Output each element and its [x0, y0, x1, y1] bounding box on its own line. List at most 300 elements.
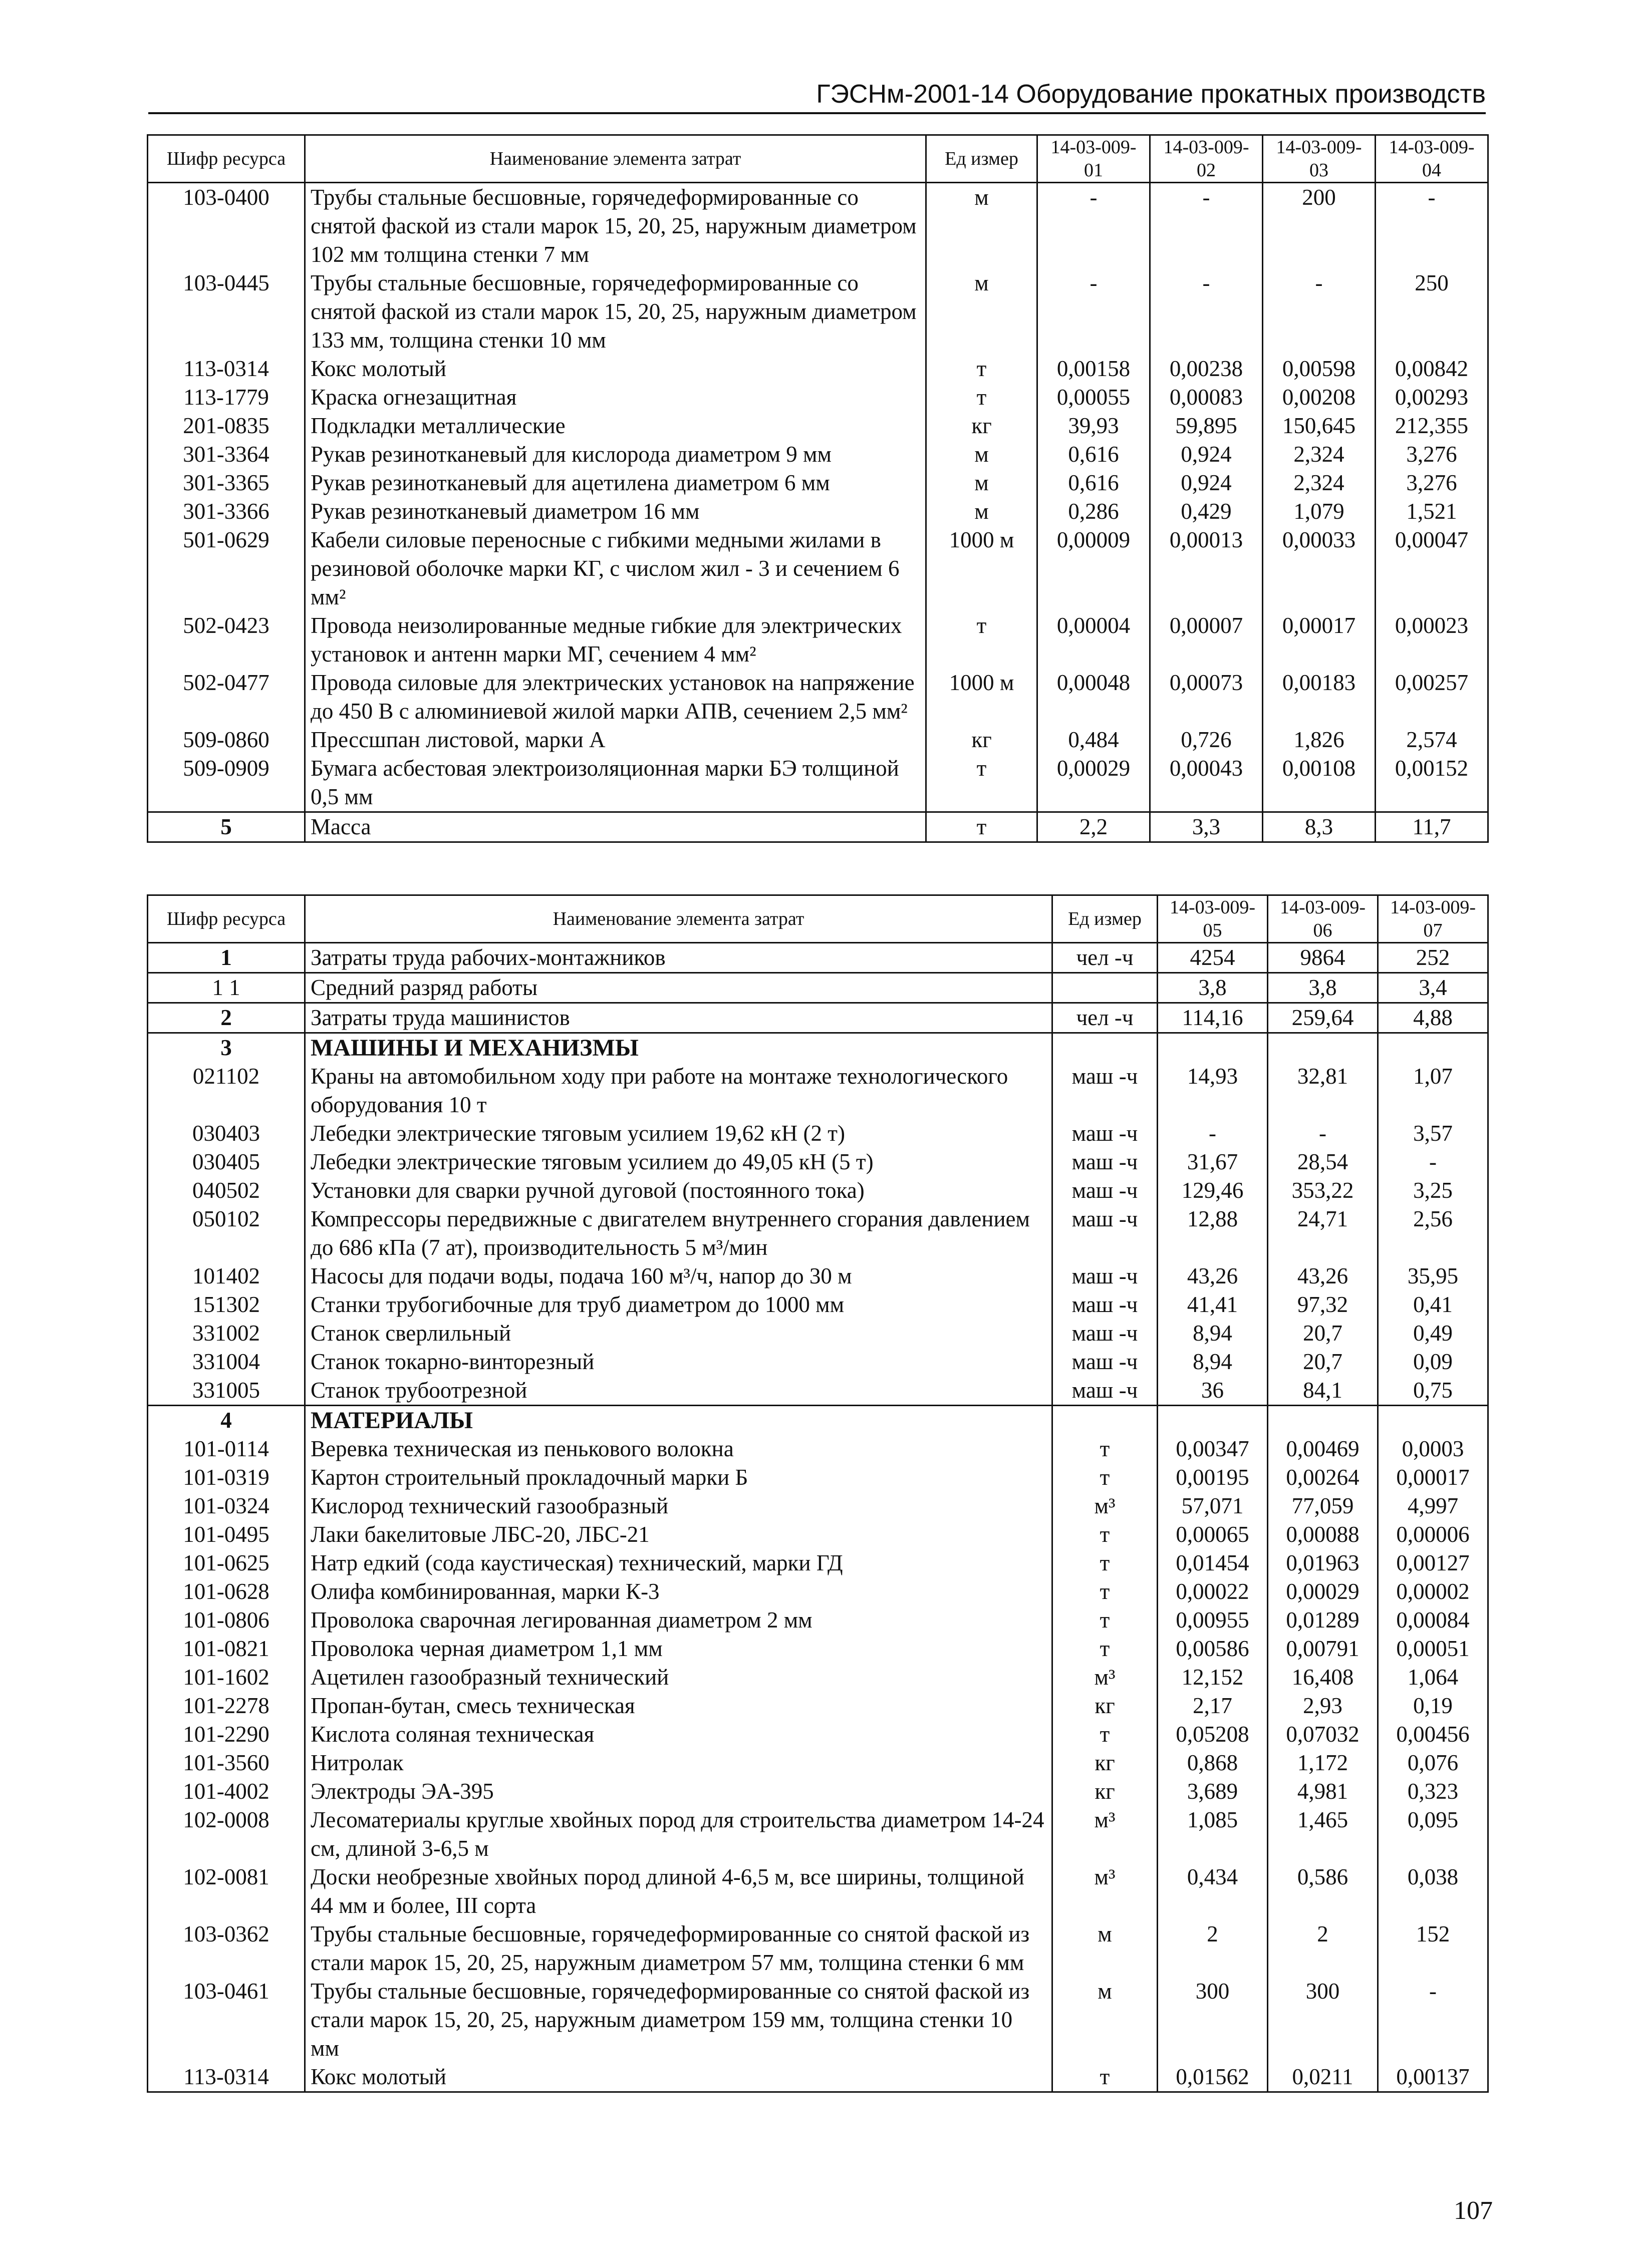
col-header: 14-03-009-02 [1150, 135, 1263, 183]
table-row [148, 1205, 1488, 1262]
resource-name-cell: Проволока черная диаметром 1,1 мм [305, 1635, 1052, 1663]
unit-cell: т [1052, 1635, 1158, 1663]
table-row [148, 1663, 1488, 1692]
value-cell: 0,00238 [1150, 355, 1263, 383]
value-cell: 0,00048 [1037, 669, 1150, 726]
unit-cell: кг [926, 412, 1037, 440]
unit-cell: кг [1052, 1692, 1158, 1720]
value-cell: 353,22 [1268, 1176, 1378, 1205]
resource-code-cell: 030403 [148, 1119, 305, 1148]
col-header: 14-03-009-01 [1037, 135, 1150, 183]
unit-cell: м [926, 497, 1037, 526]
resource-code-cell: 331004 [148, 1348, 305, 1376]
table-body [148, 943, 1488, 2092]
value-cell: 0,00158 [1037, 355, 1150, 383]
value-cell: 0,00043 [1150, 754, 1263, 812]
unit-cell: т [1052, 1720, 1158, 1749]
resource-code-cell: 2 [148, 1003, 305, 1033]
unit-cell: м³ [1052, 1492, 1158, 1520]
resource-code-cell: 502-0423 [148, 611, 305, 669]
value-cell: 152 [1378, 1920, 1488, 1977]
value-cell: 300 [1158, 1977, 1268, 2063]
table-row [148, 1520, 1488, 1549]
resource-code-cell: 101-3560 [148, 1749, 305, 1777]
value-cell: 129,46 [1158, 1176, 1268, 1205]
resource-table-1 [147, 134, 1489, 843]
value-cell: 2,17 [1158, 1692, 1268, 1720]
value-cell: 0,586 [1268, 1863, 1378, 1920]
resource-name-cell: Картон строительный прокладочный марки Б [305, 1463, 1052, 1492]
value-cell: 57,071 [1158, 1492, 1268, 1520]
value-cell: 2,93 [1268, 1692, 1378, 1720]
resource-name-cell: Трубы стальные бесшовные, горячедеформированные со снятой фаской из стали марок 15, 20, 25, наружным диаметром 133 мм, толщина стенки 10 мм [305, 269, 926, 355]
unit-cell: маш -ч [1052, 1119, 1158, 1148]
value-cell: 0,00586 [1158, 1635, 1268, 1663]
resource-name-cell: Олифа комбинированная, марки К-3 [305, 1577, 1052, 1606]
resource-name-cell: Насосы для подачи воды, подача 160 м³/ч, напор до 30 м [305, 1262, 1052, 1290]
unit-cell: м [1052, 1920, 1158, 1977]
unit-cell: т [1052, 1606, 1158, 1635]
value-cell: 0,00023 [1376, 611, 1488, 669]
unit-cell: 1000 м [926, 526, 1037, 611]
value-cell: 12,88 [1158, 1205, 1268, 1262]
resource-code-cell: 509-0909 [148, 754, 305, 812]
resource-code-cell: 201-0835 [148, 412, 305, 440]
value-cell: 0,00195 [1158, 1463, 1268, 1492]
value-cell: 0,00055 [1037, 383, 1150, 412]
value-cell: 0,09 [1378, 1348, 1488, 1376]
table-row [148, 1463, 1488, 1492]
value-cell: - [1376, 183, 1488, 269]
value-cell: 14,93 [1158, 1062, 1268, 1119]
table-row [148, 1863, 1488, 1920]
table-row [148, 440, 1488, 469]
table-row [148, 726, 1488, 754]
unit-cell: м³ [1052, 1806, 1158, 1863]
value-cell: 0,00955 [1158, 1606, 1268, 1635]
value-cell: 0,00017 [1263, 611, 1376, 669]
table-row [148, 355, 1488, 383]
value-cell: 0,00022 [1158, 1577, 1268, 1606]
value-cell: 3,689 [1158, 1777, 1268, 1806]
value-cell: 1,085 [1158, 1806, 1268, 1863]
value-cell: 250 [1376, 269, 1488, 355]
value-cell: 0,01289 [1268, 1606, 1378, 1635]
table-row [148, 1290, 1488, 1319]
table-row [148, 1003, 1488, 1033]
col-header: Шифр ресурса [148, 135, 305, 183]
unit-cell: м [1052, 1977, 1158, 2063]
unit-cell: т [926, 754, 1037, 812]
value-cell: 8,94 [1158, 1319, 1268, 1348]
value-cell: 0,0003 [1378, 1435, 1488, 1463]
value-cell: 1,826 [1263, 726, 1376, 754]
col-header: 14-03-009-03 [1263, 135, 1376, 183]
value-cell: 2,2 [1037, 812, 1150, 842]
value-cell [1158, 1033, 1268, 1063]
value-cell: 36 [1158, 1376, 1268, 1406]
value-cell: 0,095 [1378, 1806, 1488, 1863]
resource-name-cell: Лебедки электрические тяговым усилием до 49,05 кН (5 т) [305, 1148, 1052, 1176]
table-row [148, 526, 1488, 611]
value-cell: 59,895 [1150, 412, 1263, 440]
resource-code-cell: 4 [148, 1406, 305, 1435]
resource-name-cell: Рукав резинотканевый для ацетилена диаметром 6 мм [305, 469, 926, 497]
value-cell: 0,19 [1378, 1692, 1488, 1720]
value-cell: 0,75 [1378, 1376, 1488, 1406]
value-cell: 0,01963 [1268, 1549, 1378, 1577]
resource-name-cell: Рукав резинотканевый для кислорода диаметром 9 мм [305, 440, 926, 469]
table-row [148, 669, 1488, 726]
value-cell: 0,924 [1150, 469, 1263, 497]
resource-name-cell: Кокс молотый [305, 2063, 1052, 2092]
value-cell: 0,41 [1378, 1290, 1488, 1319]
resource-name-cell: Масса [305, 812, 926, 842]
resource-code-cell: 101-0319 [148, 1463, 305, 1492]
unit-cell: м³ [1052, 1863, 1158, 1920]
resource-name-cell: Краны на автомобильном ходу при работе на монтаже технологического оборудования 10 т [305, 1062, 1052, 1119]
resource-name-cell: Проволока сварочная легированная диаметром 2 мм [305, 1606, 1052, 1635]
value-cell: 0,00051 [1378, 1635, 1488, 1663]
value-cell: 0,00065 [1158, 1520, 1268, 1549]
table-row [148, 754, 1488, 812]
table-row [148, 1720, 1488, 1749]
unit-cell: м³ [1052, 1663, 1158, 1692]
value-cell: 0,00007 [1150, 611, 1263, 669]
table-row [148, 412, 1488, 440]
table-row [148, 1148, 1488, 1176]
value-cell: 0,00013 [1150, 526, 1263, 611]
value-cell: 0,868 [1158, 1749, 1268, 1777]
resource-name-cell: МАТЕРИАЛЫ [305, 1406, 1052, 1435]
running-header: ГЭСНм-2001-14 Оборудование прокатных производств [148, 76, 1486, 114]
value-cell: 2,574 [1376, 726, 1488, 754]
resource-name-cell: Бумага асбестовая электроизоляционная марки БЭ толщиной 0,5 мм [305, 754, 926, 812]
value-cell: 1,064 [1378, 1663, 1488, 1692]
resource-name-cell: Средний разряд работы [305, 973, 1052, 1003]
resource-code-cell: 102-0008 [148, 1806, 305, 1863]
resource-code-cell: 101-2290 [148, 1720, 305, 1749]
value-cell: 0,07032 [1268, 1720, 1378, 1749]
value-cell: 41,41 [1158, 1290, 1268, 1319]
table-row [148, 1749, 1488, 1777]
unit-cell: маш -ч [1052, 1062, 1158, 1119]
resource-name-cell: Лаки бакелитовые ЛБС-20, ЛБС-21 [305, 1520, 1052, 1549]
unit-cell: маш -ч [1052, 1148, 1158, 1176]
value-cell: - [1378, 1148, 1488, 1176]
value-cell: 0,00293 [1376, 383, 1488, 412]
value-cell: 3,57 [1378, 1119, 1488, 1148]
value-cell: 31,67 [1158, 1148, 1268, 1176]
value-cell: 0,00456 [1378, 1720, 1488, 1749]
value-cell: 97,32 [1268, 1290, 1378, 1319]
resource-code-cell: 030405 [148, 1148, 305, 1176]
value-cell: 1,079 [1263, 497, 1376, 526]
table-row [148, 1348, 1488, 1376]
table-row [148, 383, 1488, 412]
table-row [148, 1635, 1488, 1663]
resource-code-cell: 331005 [148, 1376, 305, 1406]
value-cell [1268, 1406, 1378, 1435]
resource-code-cell: 301-3365 [148, 469, 305, 497]
value-cell: 0,00084 [1378, 1606, 1488, 1635]
value-cell: 0,00257 [1376, 669, 1488, 726]
unit-cell: маш -ч [1052, 1319, 1158, 1348]
resource-code-cell: 101-0324 [148, 1492, 305, 1520]
resource-name-cell: Лесоматериалы круглые хвойных пород для строительства диаметром 14-24 см, длиной 3-6,5 м [305, 1806, 1052, 1863]
table-row [148, 1692, 1488, 1720]
value-cell: 3,4 [1378, 973, 1488, 1003]
value-cell: 4254 [1158, 943, 1268, 973]
value-cell: 3,3 [1150, 812, 1263, 842]
value-cell: - [1150, 183, 1263, 269]
value-cell: 28,54 [1268, 1148, 1378, 1176]
table-row [148, 1577, 1488, 1606]
unit-cell: м [926, 269, 1037, 355]
table-row [148, 183, 1488, 269]
resource-code-cell: 113-0314 [148, 2063, 305, 2092]
unit-cell: маш -ч [1052, 1176, 1158, 1205]
resource-name-cell: Станок трубоотрезной [305, 1376, 1052, 1406]
table-row [148, 973, 1488, 1003]
col-header: Ед измер [1052, 895, 1158, 943]
resource-name-cell: Кабели силовые переносные с гибкими медными жилами в резиновой оболочке марки КГ, с числом жил - 3 и сечением 6 мм² [305, 526, 926, 611]
value-cell: 8,94 [1158, 1348, 1268, 1376]
unit-cell: маш -ч [1052, 1348, 1158, 1376]
resource-code-cell: 101-0495 [148, 1520, 305, 1549]
unit-cell [1052, 973, 1158, 1003]
resource-code-cell: 151302 [148, 1290, 305, 1319]
resource-name-cell: Кислород технический газообразный [305, 1492, 1052, 1520]
value-cell: 84,1 [1268, 1376, 1378, 1406]
value-cell: 0,00029 [1037, 754, 1150, 812]
value-cell: 300 [1268, 1977, 1378, 2063]
unit-cell: кг [926, 726, 1037, 754]
value-cell: 3,8 [1268, 973, 1378, 1003]
resource-name-cell: Подкладки металлические [305, 412, 926, 440]
unit-cell: т [1052, 1577, 1158, 1606]
resource-name-cell: Прессшпан листовой, марки А [305, 726, 926, 754]
value-cell: 2,324 [1263, 469, 1376, 497]
value-cell: 0,076 [1378, 1749, 1488, 1777]
resource-name-cell: Натр едкий (сода каустическая) технический, марки ГД [305, 1549, 1052, 1577]
resource-name-cell: Ацетилен газообразный технический [305, 1663, 1052, 1692]
value-cell: - [1268, 1119, 1378, 1148]
value-cell: 2,56 [1378, 1205, 1488, 1262]
table-row [148, 469, 1488, 497]
value-cell [1268, 1033, 1378, 1063]
resource-code-cell: 502-0477 [148, 669, 305, 726]
unit-cell: т [1052, 1520, 1158, 1549]
value-cell: 16,408 [1268, 1663, 1378, 1692]
value-cell: 0,286 [1037, 497, 1150, 526]
unit-cell: маш -ч [1052, 1205, 1158, 1262]
value-cell: 0,924 [1150, 440, 1263, 469]
resource-code-cell: 101-4002 [148, 1777, 305, 1806]
value-cell: 3,276 [1376, 440, 1488, 469]
table-row [148, 1262, 1488, 1290]
value-cell: 0,00127 [1378, 1549, 1488, 1577]
value-cell: 3,8 [1158, 973, 1268, 1003]
resource-name-cell: Кислота соляная техническая [305, 1720, 1052, 1749]
value-cell: 0,038 [1378, 1863, 1488, 1920]
value-cell: - [1378, 1977, 1488, 2063]
unit-cell: т [926, 812, 1037, 842]
table-row [148, 1777, 1488, 1806]
resource-name-cell: Трубы стальные бесшовные, горячедеформированные со снятой фаской из стали марок 15, 20, 25, наружным диаметром 102 мм толщина стенки 7 мм [305, 183, 926, 269]
unit-cell: чел -ч [1052, 943, 1158, 973]
value-cell: 0,49 [1378, 1319, 1488, 1348]
table-row [148, 1492, 1488, 1520]
col-header: Ед измер [926, 135, 1037, 183]
value-cell: 2 [1158, 1920, 1268, 1977]
table-row [148, 269, 1488, 355]
resource-code-cell: 113-1779 [148, 383, 305, 412]
value-cell: 20,7 [1268, 1319, 1378, 1348]
value-cell: 1,172 [1268, 1749, 1378, 1777]
resource-code-cell: 331002 [148, 1319, 305, 1348]
value-cell: 0,01562 [1158, 2063, 1268, 2092]
resource-name-cell: Провода силовые для электрических установок на напряжение до 450 В с алюминиевой жилой марки АПВ, сечением 2,5 мм² [305, 669, 926, 726]
resource-code-cell: 103-0362 [148, 1920, 305, 1977]
resource-code-cell: 103-0445 [148, 269, 305, 355]
col-header: Наименование элемента затрат [305, 895, 1052, 943]
unit-cell: т [1052, 1549, 1158, 1577]
value-cell: 252 [1378, 943, 1488, 973]
table-row [148, 1062, 1488, 1119]
table-row [148, 943, 1488, 973]
resource-name-cell: Нитролак [305, 1749, 1052, 1777]
value-cell: 0,00183 [1263, 669, 1376, 726]
value-cell: 0,0211 [1268, 2063, 1378, 2092]
resource-name-cell: Краска огнезащитная [305, 383, 926, 412]
unit-cell: кг [1052, 1777, 1158, 1806]
value-cell: 0,00347 [1158, 1435, 1268, 1463]
resource-name-cell: Трубы стальные бесшовные, горячедеформированные со снятой фаской из стали марок 15, 20, 25, наружным диаметром 57 мм, толщина стенки 6 мм [305, 1920, 1052, 1977]
value-cell: 0,00029 [1268, 1577, 1378, 1606]
resource-code-cell: 021102 [148, 1062, 305, 1119]
value-cell: 8,3 [1263, 812, 1376, 842]
resource-name-cell: Веревка техническая из пенькового волокна [305, 1435, 1052, 1463]
unit-cell: т [1052, 1463, 1158, 1492]
value-cell: 0,00088 [1268, 1520, 1378, 1549]
resource-name-cell: Установки для сварки ручной дуговой (постоянного тока) [305, 1176, 1052, 1205]
resource-code-cell: 3 [148, 1033, 305, 1063]
value-cell: 3,25 [1378, 1176, 1488, 1205]
value-cell: - [1037, 183, 1150, 269]
unit-cell: т [1052, 2063, 1158, 2092]
value-cell: 0,00137 [1378, 2063, 1488, 2092]
table-row [148, 1176, 1488, 1205]
resource-code-cell: 102-0081 [148, 1863, 305, 1920]
resource-code-cell: 101-2278 [148, 1692, 305, 1720]
value-cell: 4,88 [1378, 1003, 1488, 1033]
value-cell: 3,276 [1376, 469, 1488, 497]
resource-code-cell: 103-0461 [148, 1977, 305, 2063]
table-row [148, 1606, 1488, 1635]
col-header: Шифр ресурса [148, 895, 305, 943]
col-header: 14-03-009-04 [1376, 135, 1488, 183]
table-header-row [148, 135, 1488, 183]
unit-cell: чел -ч [1052, 1003, 1158, 1033]
unit-cell: т [1052, 1435, 1158, 1463]
value-cell: 12,152 [1158, 1663, 1268, 1692]
resource-code-cell: 301-3364 [148, 440, 305, 469]
table-row [148, 1806, 1488, 1863]
resource-name-cell: Кокс молотый [305, 355, 926, 383]
col-header: 14-03-009-05 [1158, 895, 1268, 943]
resource-code-cell: 113-0314 [148, 355, 305, 383]
value-cell [1378, 1033, 1488, 1063]
unit-cell: 1000 м [926, 669, 1037, 726]
value-cell: 0,00047 [1376, 526, 1488, 611]
value-cell: 1,521 [1376, 497, 1488, 526]
table-body [148, 183, 1488, 842]
value-cell: 9864 [1268, 943, 1378, 973]
value-cell: 0,00009 [1037, 526, 1150, 611]
value-cell: 259,64 [1268, 1003, 1378, 1033]
table-row [148, 1920, 1488, 1977]
resource-code-cell: 301-3366 [148, 497, 305, 526]
value-cell: 0,00073 [1150, 669, 1263, 726]
col-header: Наименование элемента затрат [305, 135, 926, 183]
resource-code-cell: 103-0400 [148, 183, 305, 269]
value-cell: 20,7 [1268, 1348, 1378, 1376]
value-cell: 114,16 [1158, 1003, 1268, 1033]
value-cell [1158, 1406, 1268, 1435]
resource-code-cell: 101402 [148, 1262, 305, 1290]
value-cell: 1,07 [1378, 1062, 1488, 1119]
resource-name-cell: Пропан-бутан, смесь техническая [305, 1692, 1052, 1720]
value-cell: 0,00004 [1037, 611, 1150, 669]
value-cell: 4,997 [1378, 1492, 1488, 1520]
value-cell: 0,00033 [1263, 526, 1376, 611]
value-cell: 0,00598 [1263, 355, 1376, 383]
resource-name-cell: Станок токарно-винторезный [305, 1348, 1052, 1376]
resource-name-cell: Затраты труда машинистов [305, 1003, 1052, 1033]
resource-name-cell: Трубы стальные бесшовные, горячедеформированные со снятой фаской из стали марок 15, 20, 25, наружным диаметром 159 мм, толщина стенки 10 мм [305, 1977, 1052, 2063]
resource-code-cell: 101-0628 [148, 1577, 305, 1606]
value-cell: 0,484 [1037, 726, 1150, 754]
value-cell: - [1037, 269, 1150, 355]
value-cell: 0,00791 [1268, 1635, 1378, 1663]
resource-name-cell: Рукав резинотканевый диаметром 16 мм [305, 497, 926, 526]
table-row [148, 497, 1488, 526]
unit-cell: м [926, 183, 1037, 269]
value-cell: 0,00006 [1378, 1520, 1488, 1549]
value-cell: 1,465 [1268, 1806, 1378, 1863]
value-cell: 2 [1268, 1920, 1378, 1977]
value-cell: 35,95 [1378, 1262, 1488, 1290]
value-cell: 0,00208 [1263, 383, 1376, 412]
resource-name-cell: Затраты труда рабочих-монтажников [305, 943, 1052, 973]
value-cell: 39,93 [1037, 412, 1150, 440]
value-cell: 0,00469 [1268, 1435, 1378, 1463]
value-cell: 0,323 [1378, 1777, 1488, 1806]
value-cell: - [1158, 1119, 1268, 1148]
unit-cell: м [926, 440, 1037, 469]
value-cell: 0,05208 [1158, 1720, 1268, 1749]
unit-cell: кг [1052, 1749, 1158, 1777]
resource-code-cell: 509-0860 [148, 726, 305, 754]
resource-name-cell: Лебедки электрические тяговым усилием 19,62 кН (2 т) [305, 1119, 1052, 1148]
value-cell: 0,00017 [1378, 1463, 1488, 1492]
unit-cell [1052, 1033, 1158, 1063]
resource-code-cell: 101-0806 [148, 1606, 305, 1635]
resource-name-cell: Провода неизолированные медные гибкие для электрических установок и антенн марки МГ, сечением 4 мм² [305, 611, 926, 669]
table-row [148, 611, 1488, 669]
unit-cell: маш -ч [1052, 1262, 1158, 1290]
